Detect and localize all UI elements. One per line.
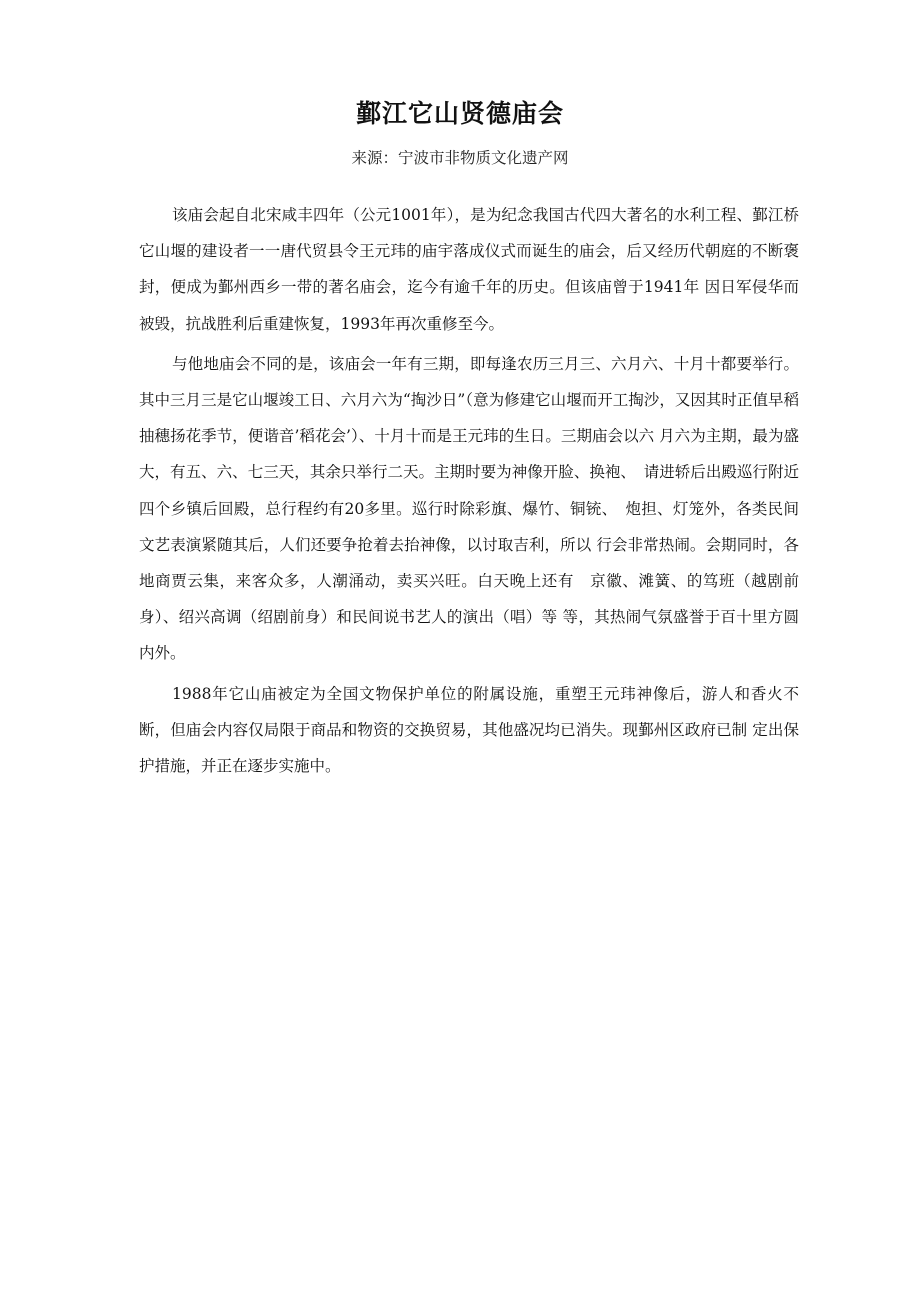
source-line: 来源：宁波市非物质文化遗产网 — [351, 149, 569, 167]
page-title: 鄞江它山贤德庙会 — [355, 99, 564, 128]
paragraph-current-status: 1988年它山庙被定为全国文物保护单位的附属设施，重塑王元玮神像后，游人和香火不断，但庙会内容仅局限于商品和物资的交换贸易，其他盛况均已消失。现鄞州区政府已制 定出保护措施，并正在逐步实施中。 — [139, 684, 799, 776]
paragraph-festival-periods: 与他地庙会不同的是，该庙会一年有三期，即每逢农历三月三、六月六、十月十都要举行。其中三月三是它山堰竣工日、六月六为“掏沙日”（意为修建它山堰而开工掏沙，又因其时正值早稻抽穗扬花季节，便谐音’稻花会’）、十月十而是王元玮的生日。三期庙会以六 月六为主期，最为盛大，有五、六、七三天，其余只举行二天。主期时要为神像开脸、换袍、 请进轿后出殿巡行附近四个乡镇后回殿，总行程约有20多里。巡行时除彩旗、爆竹、铜铳、 炮担、灯笼外，各类民间文艺表演紧随其后，人们还要争抢着去抬神像，以讨取吉利，所以 行会非常热闹。会期同时，各地商贾云集，来客众多，人潮涌动，卖买兴旺。白天晚上还有 京徽、滩簧、的笃班（越剧前身）、绍兴高调（绍剧前身）和民间说书艺人的演出（唱）等 等，其热闹气氛盛誉于百十里方圆内外。 — [139, 354, 799, 663]
article-body — [139, 197, 799, 788]
paragraph-history: 该庙会起自北宋咸丰四年（公元1001年），是为纪念我国古代四大著名的水利工程、鄞江桥它山堰的建设者一一唐代贸县令王元玮的庙宇落成仪式而诞生的庙会，后又经历代朝庭的不断褒封，便成为鄞州西乡一带的著名庙会，迄今有逾千年的历史。但该庙曾于1941年 因日军侵华而被毁，抗战胜利后重建恢复，1993年再次重修至今。 — [139, 206, 799, 333]
